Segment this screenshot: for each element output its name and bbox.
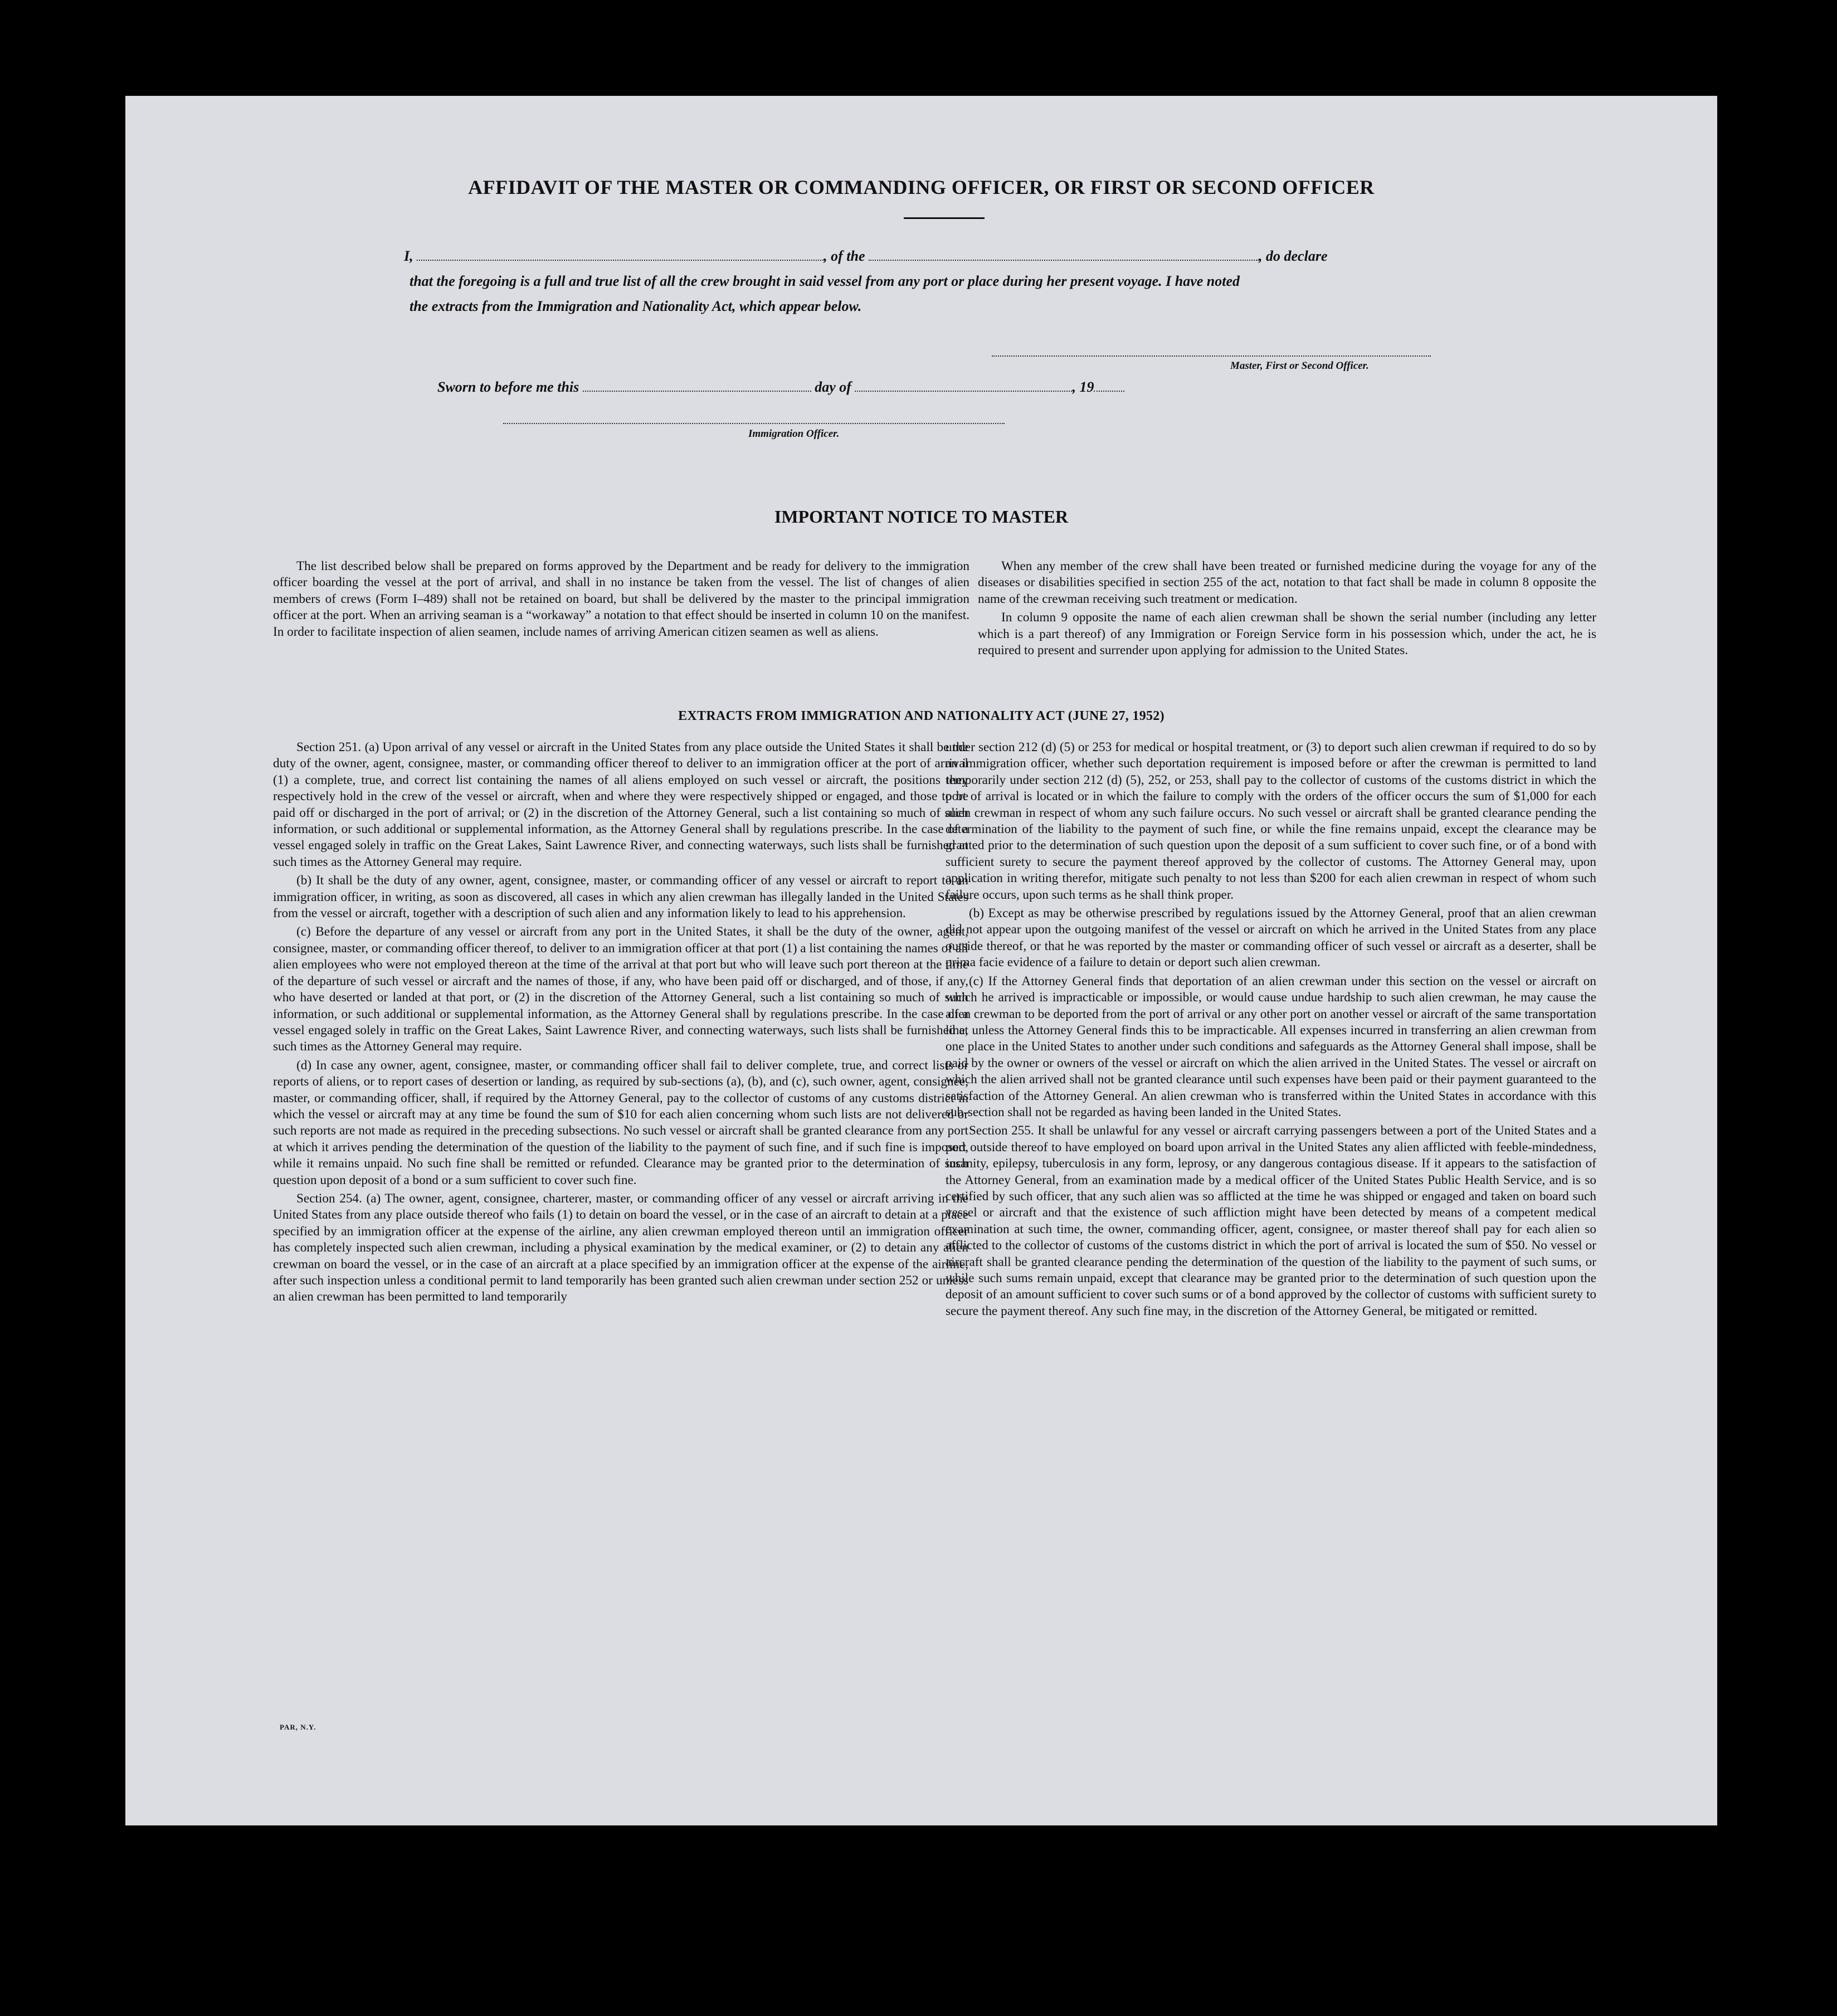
section-paragraph: (b) Except as may be otherwise prescribed by regulations issued by the Attorney General, proof that an alien crewman did not appear upon the outgoing manifest of the vessel or aircraft on which he arrived in the United States from any place outside thereof, or that he was reported by the master or commanding officer of such vessel or aircraft as a deserter, shall be prima facie evidence of a failure to detain or deport such alien crewman.: [946, 906, 1596, 970]
declaration-i: I,: [404, 248, 413, 264]
declaration-of-the: , of the: [824, 248, 865, 264]
extracts-title: EXTRACTS FROM IMMIGRATION AND NATIONALITY ACT (JUNE 27, 1952): [678, 709, 1164, 723]
section-paragraph: (c) If the Attorney General finds that deportation of an alien crewman under this section on the vessel or aircraft on which he arrived is impracticable or impossible, or would cause undue hardship to such alien crewman, he may cause the alien crewman to be deported from the port of arrival or any other port on another vessel or aircraft of the same transportation line, unless the Attorney General finds this to be impracticable. All expenses incurred in transferring an alien crewman from one place in the United States to another under such conditions and safeguards as the Attorney General shall impose, shall be paid by the owner or owners of the vessel or aircraft on which the alien arrived in the United States. The vessel or aircraft on which the alien arrived shall not be granted clearance until such expenses have been paid or their payment guaranteed to the satisfaction of the Attorney General. An alien crewman who is transferred within the United States in accordance with this sub-section shall not be regarded as having been landed in the United States.: [946, 973, 1596, 1119]
vessel-blank: [869, 254, 1259, 261]
notice-left-column: [273, 558, 969, 642]
declaration-line-2: that the foregoing is a full and true list of all the crew brought in said vessel from any port or place during her present voyage. I have noted: [410, 273, 1240, 289]
affidavit-title: AFFIDAVIT OF THE MASTER OR COMMANDING OFFICER, OR FIRST OR SECOND OFFICER: [468, 176, 1375, 198]
section-paragraph: (c) Before the departure of any vessel or aircraft from any port in the United States, it shall be the duty of the owner, agent, consignee, master, or commanding officer thereof, to deliver to an immigration officer at that port (1) a list containing the names of all alien employees who were not employed thereon at the time of the arrival at that port but who will leave such port thereon at the time of the departure of such vessel or aircraft and the names of those, if any, who have been paid off or discharged, and of those, if any, who have deserted or landed at that port, or (2) in the discretion of the Attorney General, such a list containing so much of such information, or such additional or supplemental information, as the Attorney General shall by regulations prescribe. In the case of a vessel engaged solely in traffic on the Great Lakes, Saint Lawrence River, and connecting waterways, such lists shall be furnished at such times as the Attorney General may require.: [273, 924, 968, 1054]
section-paragraph: Section 251. (a) Upon arrival of any vessel or aircraft in the United States from any place outside the United States it shall be the duty of the owner, agent, consignee, master, or commanding officer thereof to deliver to an immigration officer at the port of arrival (1) a complete, true, and correct list containing the names of all aliens employed on such vessel or aircraft, the positions they respectively hold in the crew of the vessel or aircraft, when and where they were respectively shipped or engaged, and those to be paid off or discharged in the port of arrival; or (2) in the discretion of the Attorney General, such a list containing so much of such information, or such additional or supplemental information, as the Attorney General shall by regulations prescribe. In the case of a vessel engaged solely in traffic on the Great Lakes, Saint Lawrence River, and connecting waterways, such lists shall be furnished at such times as the Attorney General may require.: [273, 740, 968, 869]
sworn-text: Sworn to before me this: [437, 379, 579, 395]
master-signature-label: Master, First or Second Officer.: [1230, 360, 1369, 372]
sworn-year-blank: [1094, 385, 1124, 392]
notice-paragraph: When any member of the crew shall have been treated or furnished medicine during the voyage for any of the diseases or disabilities specified in section 255 of the act, notation to that fact shall be made in column 8 opposite the name of the crewman receiving such treatment or medication.: [978, 559, 1596, 606]
sworn-year: , 19: [1072, 379, 1094, 395]
document-page: [125, 96, 1717, 1825]
extracts-left-column: [273, 739, 968, 1308]
section-paragraph: Section 254. (a) The owner, agent, consignee, charterer, master, or commanding officer of any vessel or aircraft arriving in the United States from any place outside thereof who fails (1) to detain on board the vessel, or in the case of an aircraft to detain at a place specified by an immigration officer at the expense of the airline, any alien crewman employed thereon until an immigration officer has completely inspected such alien crewman, including a physical examination by the medical examiner, or (2) to detain any alien crewman on board the vessel, or in the case of an aircraft at a place specified by an immigration officer at the expense of the airline, after such inspection unless a conditional permit to land temporarily has been granted such alien crewman under section 252 or unless an alien crewman has been permitted to land temporarily: [273, 1191, 968, 1304]
printer-mark: PAR, N.Y.: [280, 1723, 316, 1731]
notice-title: IMPORTANT NOTICE TO MASTER: [774, 507, 1069, 527]
affidavit-declaration: [404, 244, 1507, 319]
master-signature-line: [992, 356, 1431, 357]
declaration-line-3: the extracts from the Immigration and Nationality Act, which appear below.: [410, 298, 862, 314]
sworn-line: [437, 374, 1541, 400]
officer-signature-line: [503, 423, 1005, 424]
notice-paragraph: In column 9 opposite the name of each alien crewman shall be shown the serial number (including any letter which is a part thereof) of any Immigration or Foreign Service form in his possession which, under the act, he is required to present and surrender upon applying for admission to the United States.: [978, 610, 1596, 658]
section-paragraph: (d) In case any owner, agent, consignee, master, or commanding officer shall fail to deliver complete, true, and correct lists or reports of aliens, or to report cases of desertion or landing, as required by sub-sections (a), (b), and (c), such owner, agent, consignee, master, or commanding officer, shall, if required by the Attorney General, pay to the collector of customs of any customs district in which the vessel or aircraft may at any time be found the sum of $10 for each alien concerning whom such lists are not delivered or such reports are not made as required in the preceding subsections. No such vessel or aircraft shall be granted clearance from any port at which it arrives pending the determination of the question of the liability to the payment of such fine, and if such fine is imposed, while it remains unpaid. No such fine shall be remitted or refunded. Clearance may be granted prior to the determination of such question upon deposit of a bond or a sum sufficient to cover such fine.: [273, 1058, 968, 1187]
sworn-month-blank: [855, 385, 1072, 392]
officer-signature-label: Immigration Officer.: [748, 428, 840, 440]
section-paragraph: Section 255. It shall be unlawful for any vessel or aircraft carrying passengers between a port of the United States and a port outside thereof to have employed on board upon arrival in the United States any alien afflicted with feeble-mindedness, insanity, epilepsy, tuberculosis in any form, leprosy, or any dangerous contagious disease. If it appears to the satisfaction of the Attorney General, from an examination made by a medical officer of the United States Public Health Service, and is so certified by such officer, that any such alien was so afflicted at the time he was shipped or engaged and taken on board such vessel or aircraft and that the existence of such affliction might have been detected by means of a competent medical examination at such time, the owner, commanding officer, agent, consignee, or master thereof shall pay for each alien so afflicted to the collector of customs of the customs district in which the port of arrival is located the sum of $50. No vessel or aircraft shall be granted clearance pending the determination of the question of the liability to the payment of such sums, or while such sums remain unpaid, except that clearance may be granted prior to the determination of such question upon the deposit of an amount sufficient to cover such sums or of a bond approved by the collector of customs with sufficient surety to secure the payment thereof. Any such fine may, in the discretion of the Attorney General, be mitigated or remitted.: [946, 1123, 1596, 1318]
notice-right-column: [978, 558, 1596, 661]
section-paragraph: (b) It shall be the duty of any owner, agent, consignee, master, or commanding officer of any vessel or aircraft to report to an immigration officer, in writing, as soon as discovered, all cases in which any alien crewman has illegally landed in the United States from the vessel or aircraft, together with a description of such alien and any information likely to lead to his apprehension.: [273, 873, 968, 921]
notice-paragraph: The list described below shall be prepared on forms approved by the Department and be ready for delivery to the immigration officer boarding the vessel at the port of arrival, and shall in no instance be taken from the vessel. The list of changes of alien members of crews (Form I–489) shall not be retained on board, but shall be delivered by the master to the principal immigration officer at the port. When an arriving seaman is a “workaway” a notation to that effect should be inserted in column 10 on the manifest. In order to facilitate inspection of alien seamen, include names of arriving American citizen seamen as well as aliens.: [273, 559, 969, 639]
sworn-day-blank: [583, 385, 811, 392]
name-blank: [417, 254, 824, 261]
sworn-day-of: day of: [815, 379, 851, 395]
title-underline: [904, 217, 985, 219]
declaration-do-declare: , do declare: [1259, 248, 1328, 264]
section-paragraph: under section 212 (d) (5) or 253 for medical or hospital treatment, or (3) to deport such alien crewman if required to do so by an immigration officer, whether such deportation requirement is imposed before or after the crewman is permitted to land temporarily under section 212 (d) (5), 252, or 253, shall pay to the collector of customs of the customs district in which the port of arrival is located or in which the failure to comply with the orders of the officer occurs the sum of $1,000 for each alien crewman in respect of whom any such failure occurs. No such vessel or aircraft shall be granted clearance pending the determination of the liability to the payment of such fine, or while the fine remains unpaid, except the clearance may be granted prior to the determination of such question upon the deposit of a sum sufficient to cover such fine, or of a bond with sufficient surety to secure the payment thereof approved by the collector of customs. The Attorney General may, upon application in writing therefor, mitigate such penalty to not less than $200 for each alien crewman in respect of whom such failure occurs, upon such terms as he shall think proper.: [946, 740, 1596, 902]
extracts-right-column: [946, 739, 1596, 1322]
declaration-line-1: [404, 244, 1507, 269]
